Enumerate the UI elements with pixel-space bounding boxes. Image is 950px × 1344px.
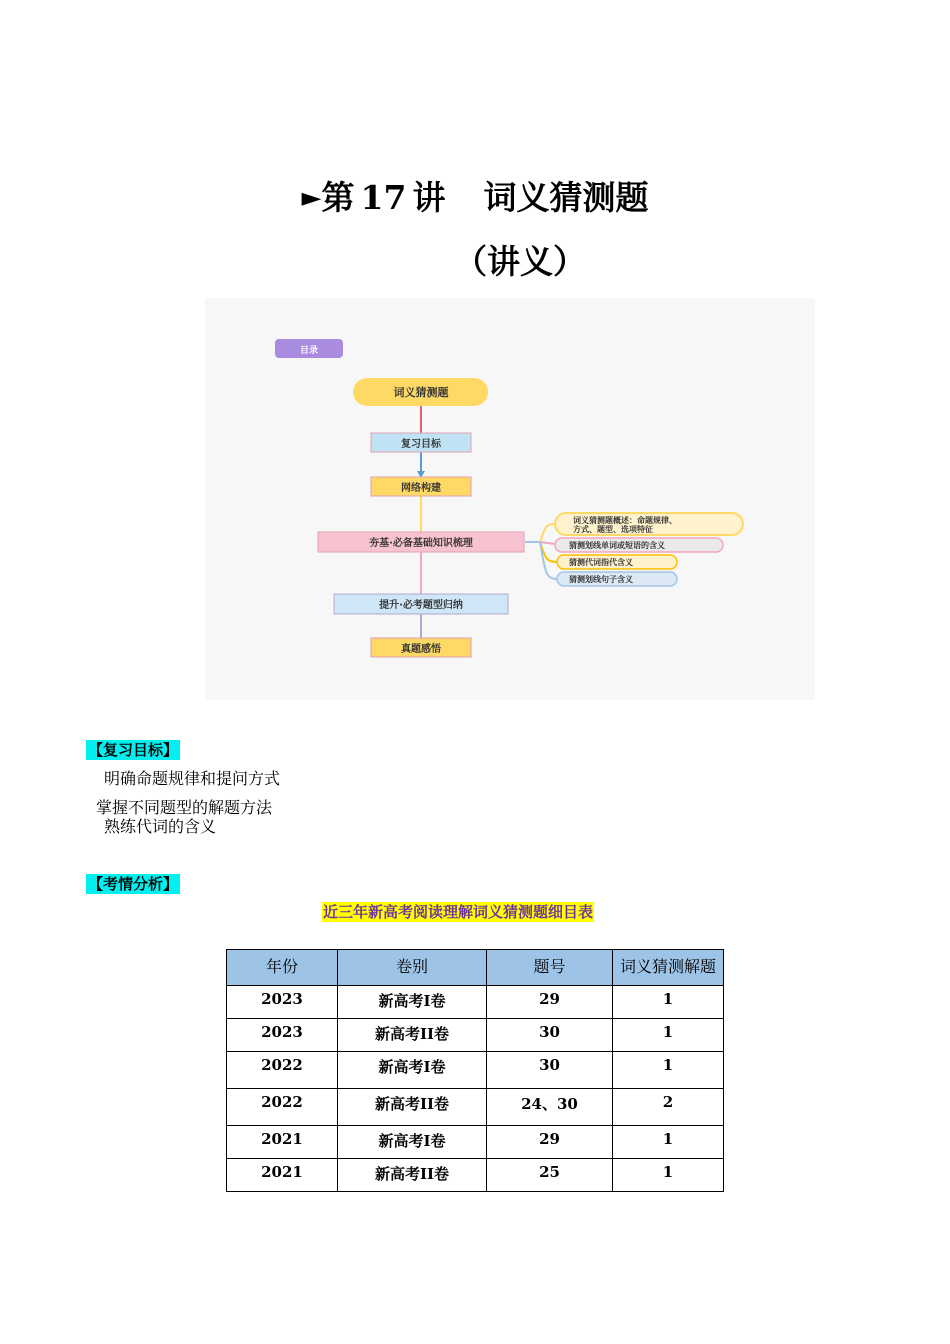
mindmap-root-label: 词义猜测题 (393, 386, 449, 399)
mindmap-tag-label: 目录 (299, 346, 319, 356)
review-goal-3: 熟练代词的含义 (104, 817, 217, 836)
cell-question: 29 (487, 986, 613, 1019)
review-goal-2: 掌握不同题型的解题方法 (96, 798, 273, 817)
mindmap-node-basics-label: 夯基·必备基础知识梳理 (369, 538, 473, 549)
header-question: 题号 (487, 950, 613, 986)
cell-question: 30 (487, 1019, 613, 1052)
cell-paper: 新高考I卷 (338, 986, 487, 1019)
page-title (0, 172, 950, 219)
mindmap-node-review-label: 复习目标 (401, 439, 441, 450)
cell-question: 29 (487, 1126, 613, 1159)
cell-paper: 新高考II卷 (338, 1089, 487, 1126)
page-subtitle: （讲义） (454, 242, 586, 281)
table-row (227, 1159, 724, 1192)
lecture-suffix: 讲 (412, 178, 446, 217)
header-year: 年份 (227, 950, 338, 986)
cell-count: 2 (613, 1089, 724, 1126)
mindmap-branch-4-label: 猜测划线句子含义 (569, 575, 633, 584)
cell-paper: 新高考II卷 (338, 1159, 487, 1192)
mindmap-node-real-label: 真题感悟 (401, 644, 441, 655)
arrow-icon: ► (301, 183, 322, 213)
cell-count: 1 (613, 986, 724, 1019)
table-title: 近三年新高考阅读理解词义猜测题细目表 (323, 903, 594, 921)
table-row (227, 986, 724, 1019)
cell-question: 30 (487, 1052, 613, 1089)
header-count: 词义猜测解题 (613, 950, 724, 986)
table-row (227, 1019, 724, 1052)
cell-count: 1 (613, 1126, 724, 1159)
table-row (227, 1089, 724, 1126)
cell-year: 2023 (227, 986, 338, 1019)
mindmap-branch-2-label: 猜测划线单词或短语的含义 (569, 541, 665, 550)
cell-question: 25 (487, 1159, 613, 1192)
mindmap-image (205, 298, 815, 700)
review-goals-label: 【复习目标】 (88, 741, 179, 759)
mindmap-branch-1-line1: 词义猜测题概述：命题规律、 (573, 516, 677, 525)
cell-count: 1 (613, 1159, 724, 1192)
cell-count: 1 (613, 1019, 724, 1052)
cell-paper: 新高考II卷 (338, 1019, 487, 1052)
cell-year: 2021 (227, 1126, 338, 1159)
table-row (227, 1126, 724, 1159)
cell-year: 2022 (227, 1052, 338, 1089)
review-goal-1: 明确命题规律和提问方式 (104, 769, 281, 788)
cell-question: 24、30 (487, 1089, 613, 1126)
cell-year: 2023 (227, 1019, 338, 1052)
cell-year: 2022 (227, 1089, 338, 1126)
table-header-row (227, 950, 724, 986)
cell-paper: 新高考I卷 (338, 1052, 487, 1089)
lecture-number: 17 (360, 178, 407, 217)
exam-table (226, 949, 724, 1192)
lecture-prefix: 第 (321, 178, 355, 217)
cell-count: 1 (613, 1052, 724, 1089)
cell-year: 2021 (227, 1159, 338, 1192)
cell-paper: 新高考I卷 (338, 1126, 487, 1159)
mindmap-branch-3-label: 猜测代词指代含义 (569, 558, 633, 567)
mindmap-node-improve-label: 提升·必考题型归纳 (379, 600, 463, 611)
table-row (227, 1052, 724, 1089)
header-paper: 卷别 (338, 950, 487, 986)
lecture-topic: 词义猜测题 (483, 178, 649, 217)
mindmap-node-network-label: 网络构建 (401, 483, 441, 494)
analysis-label: 【考情分析】 (88, 875, 179, 893)
mindmap-branch-1-line2: 方式、题型、选项特征 (573, 525, 653, 534)
